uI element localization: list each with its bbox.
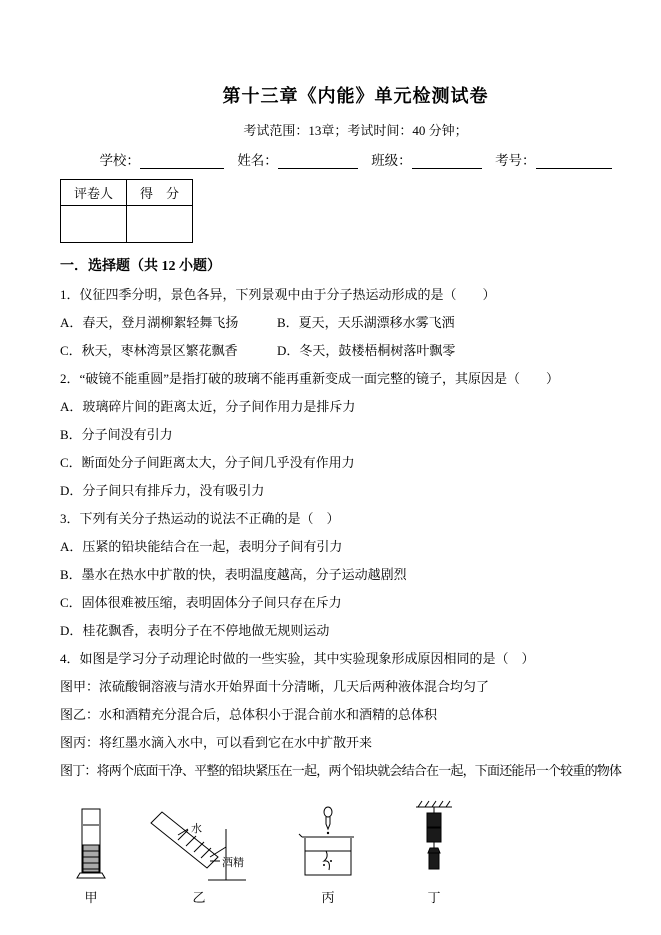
figure-bing-label: 丙 xyxy=(321,890,335,905)
figure-jia-label: 甲 xyxy=(84,890,98,905)
question-1-option-a: A．春天，登月湖柳絮轻舞飞扬 xyxy=(60,315,239,330)
question-1-options-row-1 xyxy=(60,309,651,337)
question-1-options-row-2 xyxy=(60,337,651,365)
experiment-figures-row xyxy=(62,797,651,906)
lead-blocks-weight-icon xyxy=(408,797,460,885)
question-1-option-b: B．夏天，天乐湖漂移水雾飞洒 xyxy=(277,315,455,330)
question-4-desc-bing: 图丙：将红墨水滴入水中，可以看到它在水中扩散开来 xyxy=(60,735,373,750)
question-2 xyxy=(60,365,651,505)
question-2-option-b: B．分子间没有引力 xyxy=(60,427,173,442)
page-title: 第十三章《内能》单元检测试卷 xyxy=(222,86,489,106)
question-4-stem: 4．如图是学习分子动理论时做的一些实验，其中实验现象形成原因相同的是（ ） xyxy=(60,651,535,666)
student-info-line xyxy=(60,149,651,169)
figure-bing xyxy=(288,805,368,906)
question-2-option-c: C．断面处分子间距离太大，分子间几乎没有作用力 xyxy=(60,455,355,470)
question-1-option-c: C．秋天，枣林湾景区繁花飘香 xyxy=(60,343,238,358)
alcohol-label: 酒精 xyxy=(222,857,244,869)
section-header-choice: 一．选择题（共 12 小题） xyxy=(60,259,221,274)
question-4-desc-jia: 图甲：浓硫酸铜溶液与清水开始界面十分清晰，几天后两种液体混合均匀了 xyxy=(60,679,490,694)
class-blank-field xyxy=(412,155,482,169)
beaker-with-dropper-icon xyxy=(291,805,365,885)
figure-jia xyxy=(62,805,120,906)
question-3-option-d: D．桂花飘香，表明分子在不停地做无规则运动 xyxy=(60,623,330,638)
question-3-option-a: A．压紧的铅块能结合在一起，表明分子间有引力 xyxy=(60,539,343,554)
question-3-option-c: C．固体很难被压缩，表明固体分子间只存在斥力 xyxy=(60,595,342,610)
exam-no-blank-field xyxy=(536,155,612,169)
name-blank-field xyxy=(278,155,358,169)
question-3-stem: 3．下列有关分子热运动的说法不正确的是（ ） xyxy=(60,511,340,526)
school-label: 学校： xyxy=(99,153,140,168)
figure-yi-label: 乙 xyxy=(192,890,206,905)
exam-no-label: 考号： xyxy=(495,153,536,168)
exam-scope-line: 考试范围：13章；考试时间：40 分钟； xyxy=(243,123,468,138)
question-4 xyxy=(60,645,651,785)
figure-ding-label: 丁 xyxy=(427,890,441,905)
question-4-desc-yi: 图乙：水和酒精充分混合后，总体积小于混合前水和酒精的总体积 xyxy=(60,707,438,722)
name-label: 姓名： xyxy=(237,153,278,168)
question-1-stem: 1．仪征四季分明，景色各异，下列景观中由于分子热运动形成的是（ ） xyxy=(60,287,496,302)
question-2-option-d: D．分子间只有排斥力，没有吸引力 xyxy=(60,483,265,498)
question-1-option-d: D．冬天，鼓楼梧桐树落叶飘零 xyxy=(277,343,456,358)
graduated-cylinder-icon xyxy=(70,805,112,885)
score-table xyxy=(60,179,193,243)
school-blank-field xyxy=(140,155,224,169)
question-1 xyxy=(60,281,651,365)
class-label: 班级： xyxy=(371,153,412,168)
figure-ding xyxy=(402,797,466,906)
water-label: 水 xyxy=(191,823,202,835)
question-2-option-a: A．玻璃碎片间的距离太近，分子间作用力是排斥力 xyxy=(60,399,356,414)
score-header-cell: 得 分 xyxy=(127,180,193,206)
score-blank-cell xyxy=(127,206,193,243)
figure-yi xyxy=(138,805,260,906)
grader-header-cell: 评卷人 xyxy=(61,180,127,206)
grader-blank-cell xyxy=(61,206,127,243)
question-2-stem: 2．“破镜不能重圆”是指打破的玻璃不能再重新变成一面完整的镜子，其原因是（ ） xyxy=(60,371,560,386)
question-3-option-b: B．墨水在热水中扩散的快，表明温度越高，分子运动越剧烈 xyxy=(60,567,407,582)
question-3 xyxy=(60,505,651,645)
tilted-tube-apparatus-icon xyxy=(138,805,260,885)
question-4-desc-ding: 图丁：将两个底面干净、平整的铅块紧压在一起，两个铅块就会结合在一起，下面还能吊一个较重的物体 xyxy=(60,763,622,778)
